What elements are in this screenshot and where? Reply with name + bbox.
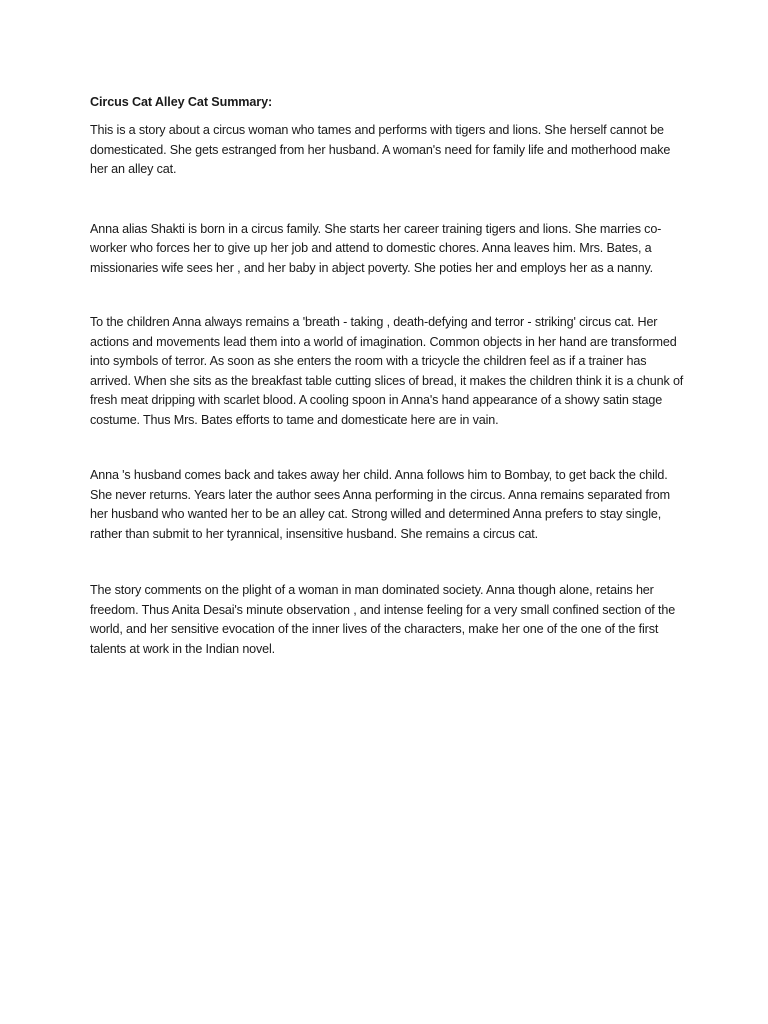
paragraph-conclusion: The story comments on the plight of a woman in man dominated society. Anna though alone, retains her freedom. Thus Anita Desai's minute observation , and intense feeling for a very small confined section of the world, and her sensitive evocation of the inner lives of the characters, make her one of the one of the first talents at work in the Indian novel. <box>90 583 676 656</box>
document-title: Circus Cat Alley Cat Summary: <box>90 95 273 109</box>
paragraph-children-view: To the children Anna always remains a 'breath - taking , death-defying and terror - striking' circus cat. Her actions and movements lead them into a world of imagination. Common objects in her hand are transformed into symbols of terror. As soon as she enters the room with a tricycle the children feel as if a trainer has arrived. When she sits as the breakfast table cutting slices of bread, it makes the children think it is a chunk of fresh meat dripping with scarlet blood. A cooling spoon in Anna's hand appearance of a showy satin stage costume. Thus Mrs. Bates efforts to tame and domesticate here are in vain. <box>90 315 684 427</box>
paragraph-husband-returns: Anna 's husband comes back and takes away her child. Anna follows him to Bombay, to get back the child. She never returns. Years later the author sees Anna performing in the circus. Anna remains separated from her husband who wanted her to be an alley cat. Strong willed and determined Anna prefers to stay single, rather than submit to her tyrannical, insensitive husband. She remains a circus cat. <box>90 468 670 541</box>
document-body <box>90 93 690 659</box>
paragraph-anna-background: Anna alias Shakti is born in a circus family. She starts her career training tigers and lions. She marries co-worker who forces her to give up her job and attend to domestic chores. Anna leaves him. Mrs. Bates, a missionaries wife sees her , and her baby in abject poverty. She poties her and employs her as a nanny. <box>90 221 662 275</box>
paragraph-intro: This is a story about a circus woman who tames and performs with tigers and lions. She herself cannot be domesticated. She gets estranged from her husband. A woman's need for family life and motherhood make her an alley cat. <box>90 123 671 176</box>
